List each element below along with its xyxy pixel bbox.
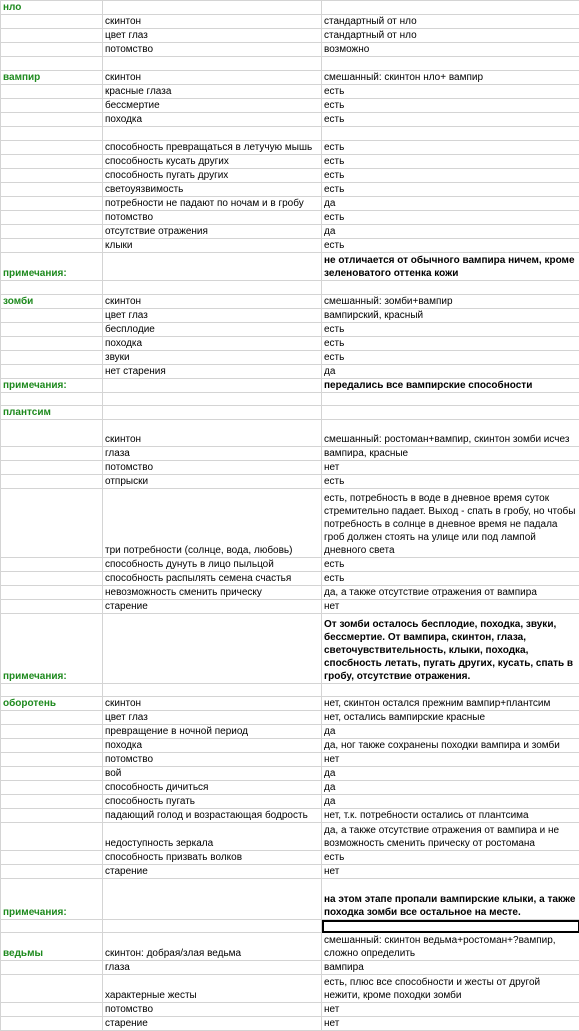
label-cell[interactable] bbox=[1, 43, 103, 57]
property-cell[interactable]: скинтон: добрая/злая ведьма bbox=[103, 933, 322, 961]
label-cell[interactable] bbox=[1, 795, 103, 809]
label-cell[interactable] bbox=[1, 558, 103, 572]
label-cell[interactable] bbox=[1, 211, 103, 225]
value-cell[interactable] bbox=[322, 406, 579, 420]
property-cell[interactable]: цвет глаз bbox=[103, 29, 322, 43]
spreadsheet-body bbox=[1, 1, 579, 1031]
label-cell[interactable] bbox=[1, 351, 103, 365]
property-cell[interactable]: скинтон bbox=[103, 697, 322, 711]
table-row bbox=[1, 614, 579, 684]
table-row bbox=[1, 406, 579, 420]
table-row bbox=[1, 57, 579, 71]
value-cell[interactable]: нет, т.к. потребности остались от плантсима bbox=[322, 809, 579, 823]
label-cell[interactable] bbox=[1, 29, 103, 43]
value-cell[interactable]: да, ног также сохранены походки вампира и зомби bbox=[322, 739, 579, 753]
property-cell[interactable]: походка bbox=[103, 337, 322, 351]
table-row bbox=[1, 183, 579, 197]
label-cell[interactable]: оборотень bbox=[1, 697, 103, 711]
label-cell[interactable] bbox=[1, 1003, 103, 1017]
label-cell[interactable] bbox=[1, 975, 103, 1003]
label-cell[interactable] bbox=[1, 920, 103, 933]
value-cell[interactable]: есть bbox=[322, 239, 579, 253]
label-cell[interactable] bbox=[1, 309, 103, 323]
label-cell[interactable] bbox=[1, 823, 103, 851]
table-row bbox=[1, 1, 579, 15]
table-row bbox=[1, 961, 579, 975]
value-cell[interactable]: есть bbox=[322, 169, 579, 183]
table-row bbox=[1, 337, 579, 351]
table-row bbox=[1, 379, 579, 393]
property-cell[interactable]: недоступность зеркала bbox=[103, 823, 322, 851]
property-cell[interactable]: способность кусать других bbox=[103, 155, 322, 169]
property-cell[interactable]: падающий голод и возрастающая бодрость bbox=[103, 809, 322, 823]
value-cell[interactable]: нет bbox=[322, 753, 579, 767]
value-cell[interactable]: нет bbox=[322, 461, 579, 475]
property-cell[interactable]: глаза bbox=[103, 447, 322, 461]
value-cell[interactable]: нет bbox=[322, 1017, 579, 1031]
selected-cell[interactable] bbox=[322, 920, 579, 933]
value-cell[interactable]: есть bbox=[322, 572, 579, 586]
label-cell[interactable] bbox=[1, 809, 103, 823]
table-row bbox=[1, 99, 579, 113]
property-cell[interactable]: потомство bbox=[103, 1003, 322, 1017]
label-cell[interactable] bbox=[1, 225, 103, 239]
table-row bbox=[1, 71, 579, 85]
value-cell[interactable] bbox=[322, 684, 579, 697]
property-cell[interactable]: отсутствие отражения bbox=[103, 225, 322, 239]
property-cell[interactable]: потомство bbox=[103, 753, 322, 767]
property-cell[interactable]: способность распылять семена счастья bbox=[103, 572, 322, 586]
value-cell[interactable] bbox=[322, 57, 579, 71]
label-cell[interactable]: примечания: bbox=[1, 614, 103, 684]
property-cell[interactable]: потомство bbox=[103, 43, 322, 57]
property-cell[interactable]: потомство bbox=[103, 211, 322, 225]
table-row bbox=[1, 155, 579, 169]
table-row bbox=[1, 809, 579, 823]
property-cell[interactable]: красные глаза bbox=[103, 85, 322, 99]
property-cell[interactable]: характерные жесты bbox=[103, 975, 322, 1003]
label-cell[interactable] bbox=[1, 572, 103, 586]
table-row bbox=[1, 933, 579, 961]
value-cell[interactable]: да, а также отсутствие отражения от вампира bbox=[322, 586, 579, 600]
value-cell[interactable]: да bbox=[322, 767, 579, 781]
label-cell[interactable] bbox=[1, 1017, 103, 1031]
property-cell[interactable]: цвет глаз bbox=[103, 309, 322, 323]
value-cell[interactable]: да bbox=[322, 725, 579, 739]
value-cell[interactable]: на этом этапе пропали вампирские клыки, а также походка зомби все остальное на месте. bbox=[322, 879, 579, 920]
table-row bbox=[1, 558, 579, 572]
value-cell[interactable]: есть bbox=[322, 85, 579, 99]
value-cell[interactable]: есть bbox=[322, 558, 579, 572]
table-row bbox=[1, 767, 579, 781]
value-cell[interactable]: есть bbox=[322, 183, 579, 197]
table-row bbox=[1, 697, 579, 711]
value-cell[interactable]: да bbox=[322, 197, 579, 211]
value-cell[interactable]: стандартный от нло bbox=[322, 29, 579, 43]
label-cell[interactable] bbox=[1, 961, 103, 975]
table-row bbox=[1, 739, 579, 753]
label-cell[interactable] bbox=[1, 169, 103, 183]
table-row bbox=[1, 253, 579, 281]
value-cell[interactable]: есть bbox=[322, 99, 579, 113]
table-row bbox=[1, 823, 579, 851]
label-cell[interactable] bbox=[1, 865, 103, 879]
property-cell[interactable]: способность дичиться bbox=[103, 781, 322, 795]
label-cell[interactable] bbox=[1, 781, 103, 795]
label-cell[interactable]: зомби bbox=[1, 295, 103, 309]
label-cell[interactable] bbox=[1, 711, 103, 725]
table-row bbox=[1, 711, 579, 725]
table-row bbox=[1, 309, 579, 323]
value-cell[interactable]: вампира, красные bbox=[322, 447, 579, 461]
table-row bbox=[1, 975, 579, 1003]
table-row bbox=[1, 572, 579, 586]
table-row bbox=[1, 865, 579, 879]
property-cell[interactable]: невозможность сменить прическу bbox=[103, 586, 322, 600]
table-row bbox=[1, 225, 579, 239]
value-cell[interactable]: стандартный от нло bbox=[322, 15, 579, 29]
label-cell[interactable] bbox=[1, 337, 103, 351]
property-cell[interactable] bbox=[103, 920, 322, 933]
property-cell[interactable]: старение bbox=[103, 600, 322, 614]
label-cell[interactable] bbox=[1, 851, 103, 865]
value-cell[interactable]: смешанный: зомби+вампир bbox=[322, 295, 579, 309]
value-cell[interactable]: есть bbox=[322, 337, 579, 351]
table-row bbox=[1, 781, 579, 795]
value-cell[interactable]: вампирский, красный bbox=[322, 309, 579, 323]
table-row bbox=[1, 879, 579, 920]
label-cell[interactable] bbox=[1, 489, 103, 558]
table-row bbox=[1, 85, 579, 99]
property-cell[interactable]: скинтон bbox=[103, 15, 322, 29]
table-row bbox=[1, 586, 579, 600]
value-cell[interactable]: нет, остались вампирские красные bbox=[322, 711, 579, 725]
table-row bbox=[1, 447, 579, 461]
property-cell[interactable]: светоуязвимость bbox=[103, 183, 322, 197]
label-cell[interactable] bbox=[1, 586, 103, 600]
table-row bbox=[1, 753, 579, 767]
label-cell[interactable] bbox=[1, 600, 103, 614]
value-cell[interactable]: есть bbox=[322, 211, 579, 225]
table-row bbox=[1, 920, 579, 933]
value-cell[interactable]: нет bbox=[322, 1003, 579, 1017]
value-cell[interactable]: да bbox=[322, 225, 579, 239]
property-cell[interactable]: потомство bbox=[103, 461, 322, 475]
property-cell[interactable]: способность пугать bbox=[103, 795, 322, 809]
property-cell[interactable]: старение bbox=[103, 865, 322, 879]
label-cell[interactable] bbox=[1, 365, 103, 379]
table-row bbox=[1, 15, 579, 29]
label-cell[interactable] bbox=[1, 739, 103, 753]
property-cell[interactable]: потребности не падают по ночам и в гробу bbox=[103, 197, 322, 211]
value-cell[interactable]: да bbox=[322, 365, 579, 379]
label-cell[interactable] bbox=[1, 239, 103, 253]
table-row bbox=[1, 725, 579, 739]
property-cell[interactable]: цвет глаз bbox=[103, 711, 322, 725]
property-cell[interactable]: вой bbox=[103, 767, 322, 781]
label-cell[interactable] bbox=[1, 127, 103, 141]
value-cell[interactable]: есть bbox=[322, 113, 579, 127]
property-cell[interactable]: отпрыски bbox=[103, 475, 322, 489]
label-cell[interactable]: ведьмы bbox=[1, 933, 103, 961]
label-cell[interactable]: плантсим bbox=[1, 406, 103, 420]
property-cell[interactable]: бессмертие bbox=[103, 99, 322, 113]
value-cell[interactable]: есть bbox=[322, 323, 579, 337]
value-cell[interactable]: да bbox=[322, 795, 579, 809]
label-cell[interactable]: вампир bbox=[1, 71, 103, 85]
table-row bbox=[1, 489, 579, 558]
table-row bbox=[1, 169, 579, 183]
property-cell[interactable]: глаза bbox=[103, 961, 322, 975]
table-row bbox=[1, 795, 579, 809]
value-cell[interactable]: передались все вампирские способности bbox=[322, 379, 579, 393]
value-cell[interactable]: есть bbox=[322, 475, 579, 489]
property-cell[interactable]: нет старения bbox=[103, 365, 322, 379]
value-cell[interactable]: смешанный: скинтон нло+ вампир bbox=[322, 71, 579, 85]
table-row bbox=[1, 351, 579, 365]
label-cell[interactable] bbox=[1, 281, 103, 295]
property-cell[interactable]: походка bbox=[103, 739, 322, 753]
table-row bbox=[1, 393, 579, 406]
value-cell[interactable]: да, а также отсутствие отражения от вампира и не возможность сменить прическу от ростомана bbox=[322, 823, 579, 851]
value-cell[interactable]: смешанный: ростоман+вампир, скинтон зомби исчез bbox=[322, 420, 579, 447]
property-cell[interactable]: старение bbox=[103, 1017, 322, 1031]
label-cell[interactable] bbox=[1, 113, 103, 127]
property-cell[interactable] bbox=[103, 393, 322, 406]
label-cell[interactable] bbox=[1, 155, 103, 169]
value-cell[interactable] bbox=[322, 1, 579, 15]
value-cell[interactable]: есть, плюс все способности и жесты от другой нежити, кроме походки зомби bbox=[322, 975, 579, 1003]
label-cell[interactable]: примечания: bbox=[1, 379, 103, 393]
property-cell[interactable]: способность превращаться в летучую мышь bbox=[103, 141, 322, 155]
label-cell[interactable] bbox=[1, 99, 103, 113]
property-cell[interactable]: способность пугать других bbox=[103, 169, 322, 183]
label-cell[interactable] bbox=[1, 141, 103, 155]
table-row bbox=[1, 127, 579, 141]
label-cell[interactable] bbox=[1, 767, 103, 781]
value-cell[interactable]: есть bbox=[322, 351, 579, 365]
property-cell[interactable]: клыки bbox=[103, 239, 322, 253]
label-cell[interactable] bbox=[1, 753, 103, 767]
label-cell[interactable] bbox=[1, 15, 103, 29]
table-row bbox=[1, 420, 579, 447]
property-cell[interactable]: бесплодие bbox=[103, 323, 322, 337]
property-cell[interactable]: способность призвать волков bbox=[103, 851, 322, 865]
table-row bbox=[1, 600, 579, 614]
label-cell[interactable] bbox=[1, 461, 103, 475]
table-row bbox=[1, 323, 579, 337]
table-row bbox=[1, 239, 579, 253]
label-cell[interactable]: примечания: bbox=[1, 879, 103, 920]
property-cell[interactable] bbox=[103, 684, 322, 697]
property-cell[interactable] bbox=[103, 127, 322, 141]
table-row bbox=[1, 461, 579, 475]
label-cell[interactable] bbox=[1, 183, 103, 197]
label-cell[interactable] bbox=[1, 323, 103, 337]
property-cell[interactable]: скинтон bbox=[103, 71, 322, 85]
property-cell[interactable]: скинтон bbox=[103, 295, 322, 309]
value-cell[interactable]: возможно bbox=[322, 43, 579, 57]
table-row bbox=[1, 43, 579, 57]
property-cell[interactable] bbox=[103, 614, 322, 684]
value-cell[interactable] bbox=[322, 127, 579, 141]
value-cell[interactable]: есть bbox=[322, 141, 579, 155]
label-cell[interactable] bbox=[1, 447, 103, 461]
table-row bbox=[1, 281, 579, 295]
value-cell[interactable]: есть bbox=[322, 155, 579, 169]
label-cell[interactable]: примечания: bbox=[1, 253, 103, 281]
property-cell[interactable] bbox=[103, 57, 322, 71]
value-cell[interactable] bbox=[322, 281, 579, 295]
property-cell[interactable] bbox=[103, 253, 322, 281]
label-cell[interactable] bbox=[1, 57, 103, 71]
label-cell[interactable] bbox=[1, 393, 103, 406]
table-row bbox=[1, 29, 579, 43]
value-cell[interactable]: есть bbox=[322, 851, 579, 865]
property-cell[interactable] bbox=[103, 1, 322, 15]
value-cell[interactable]: нет bbox=[322, 865, 579, 879]
property-cell[interactable]: звуки bbox=[103, 351, 322, 365]
value-cell[interactable] bbox=[322, 393, 579, 406]
value-cell[interactable]: От зомби осталось бесплодие, походка, звуки, бессмертие. От вампира, скинтон, глаза, светочувствительность, клыки, походка, спосбность летать, пугать других, кусать, спать в гробу, отсутствие отражения. bbox=[322, 614, 579, 684]
value-cell[interactable]: да bbox=[322, 781, 579, 795]
table-row bbox=[1, 851, 579, 865]
label-cell[interactable]: нло bbox=[1, 1, 103, 15]
value-cell[interactable]: нет bbox=[322, 600, 579, 614]
property-cell[interactable]: походка bbox=[103, 113, 322, 127]
table-row bbox=[1, 365, 579, 379]
property-cell[interactable] bbox=[103, 406, 322, 420]
label-cell[interactable] bbox=[1, 475, 103, 489]
label-cell[interactable] bbox=[1, 725, 103, 739]
table-row bbox=[1, 141, 579, 155]
property-cell[interactable]: три потребности (солнце, вода, любовь) bbox=[103, 489, 322, 558]
label-cell[interactable] bbox=[1, 85, 103, 99]
label-cell[interactable] bbox=[1, 197, 103, 211]
label-cell[interactable] bbox=[1, 420, 103, 447]
table-row bbox=[1, 684, 579, 697]
table-row bbox=[1, 295, 579, 309]
value-cell[interactable]: не отличается от обычного вампира ничем, кроме зеленоватого оттенка кожи bbox=[322, 253, 579, 281]
value-cell[interactable]: вампира bbox=[322, 961, 579, 975]
table-row bbox=[1, 211, 579, 225]
value-cell[interactable]: смешанный: скинтон ведьма+ростоман+?вампир, сложно определить bbox=[322, 933, 579, 961]
table-row bbox=[1, 197, 579, 211]
table-row bbox=[1, 1003, 579, 1017]
table-row bbox=[1, 113, 579, 127]
property-cell[interactable]: скинтон bbox=[103, 420, 322, 447]
property-cell[interactable] bbox=[103, 281, 322, 295]
property-cell[interactable] bbox=[103, 379, 322, 393]
value-cell[interactable]: нет, скинтон остался прежним вампир+плантсим bbox=[322, 697, 579, 711]
property-cell[interactable]: превращение в ночной период bbox=[103, 725, 322, 739]
value-cell[interactable]: есть, потребность в воде в дневное время суток стремительно падает. Выход - спать в гробу, но чтобы потребность в солнце в дневное время не падала гроб должен стоять на улице или под лампой дневного света bbox=[322, 489, 579, 558]
property-cell[interactable]: способность дунуть в лицо пыльцой bbox=[103, 558, 322, 572]
table-row bbox=[1, 1017, 579, 1031]
table-row bbox=[1, 475, 579, 489]
property-cell[interactable] bbox=[103, 879, 322, 920]
label-cell[interactable] bbox=[1, 684, 103, 697]
